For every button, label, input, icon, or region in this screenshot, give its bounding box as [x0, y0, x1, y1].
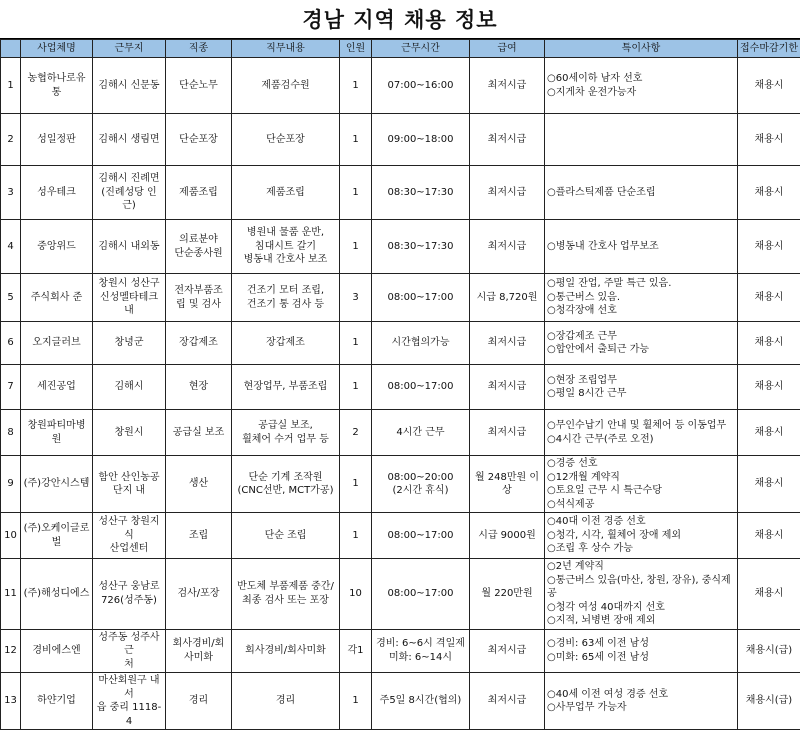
- cell-job: 검사/포장: [166, 559, 232, 630]
- cell-notes: ○병동내 간호사 업무보조: [545, 220, 738, 274]
- table-row: [1, 365, 800, 410]
- cell-job: 의료분야 단순종사원: [166, 220, 232, 274]
- cell-pay: 최저시급: [470, 166, 545, 220]
- header-company: 사업체명: [21, 40, 93, 58]
- cell-duty: 병원내 물품 운반, 침대시트 갈기 병동내 간호사 보조: [232, 220, 340, 274]
- cell-count: 1: [340, 58, 372, 114]
- cell-location: 함안 산인농공 단지 내: [93, 456, 166, 513]
- cell-pay: 월 220만원: [470, 559, 545, 630]
- header-pay: 급여: [470, 40, 545, 58]
- cell-count: 1: [340, 114, 372, 166]
- cell-notes: ○60세이하 남자 선호 ○지게차 운전가능자: [545, 58, 738, 114]
- table-row: [1, 559, 800, 630]
- cell-company: (주)강안시스템: [21, 456, 93, 513]
- cell-no: 9: [1, 456, 21, 513]
- cell-deadline: 채용시: [738, 166, 800, 220]
- cell-notes: ○경비: 63세 이전 남성 ○미화: 65세 이전 남성: [545, 629, 738, 673]
- cell-pay: 시급 9000원: [470, 513, 545, 559]
- cell-location: 김해시 내외동: [93, 220, 166, 274]
- cell-pay: 최저시급: [470, 410, 545, 456]
- cell-hours: 경비: 6~6시 격일제 미화: 6~14시: [372, 629, 470, 673]
- cell-no: 11: [1, 559, 21, 630]
- table-row: [1, 166, 800, 220]
- cell-pay: 최저시급: [470, 114, 545, 166]
- cell-pay: 최저시급: [470, 58, 545, 114]
- cell-notes: ○40대 이전 경증 선호 ○청각, 시각, 휠체어 장애 제외 ○조립 후 상수 가능: [545, 513, 738, 559]
- cell-job: 회사경비/회 사미화: [166, 629, 232, 673]
- cell-deadline: 채용시(급): [738, 673, 800, 730]
- cell-job: 제품조립: [166, 166, 232, 220]
- cell-no: 6: [1, 322, 21, 365]
- cell-no: 13: [1, 673, 21, 730]
- table-row: [1, 629, 800, 673]
- cell-count: 1: [340, 220, 372, 274]
- cell-company: 주식회사 준: [21, 274, 93, 322]
- table-row: [1, 114, 800, 166]
- cell-pay: 월 248만원 이상: [470, 456, 545, 513]
- cell-hours: 시간협의가능: [372, 322, 470, 365]
- cell-hours: 09:00~18:00: [372, 114, 470, 166]
- cell-company: (주)오케이글로 벌: [21, 513, 93, 559]
- cell-duty: 단순 조립: [232, 513, 340, 559]
- cell-location: 김해시 생림면: [93, 114, 166, 166]
- cell-company: 세진공업: [21, 365, 93, 410]
- header-count: 인원: [340, 40, 372, 58]
- cell-company: 오지글러브: [21, 322, 93, 365]
- cell-deadline: 채용시: [738, 220, 800, 274]
- cell-duty: 회사경비/회사미화: [232, 629, 340, 673]
- title-bar: [0, 0, 800, 39]
- cell-duty: 제품검수원: [232, 58, 340, 114]
- cell-location: 김해시: [93, 365, 166, 410]
- cell-no: 5: [1, 274, 21, 322]
- cell-hours: 08:30~17:30: [372, 166, 470, 220]
- cell-no: 3: [1, 166, 21, 220]
- table-row: [1, 220, 800, 274]
- cell-pay: 시급 8,720원: [470, 274, 545, 322]
- cell-pay: 최저시급: [470, 365, 545, 410]
- cell-notes: ○2년 계약직 ○통근버스 있음(마산, 창원, 장유), 중식제 공 ○청각 여성 40대까지 선호 ○지적, 뇌병변 장애 제외: [545, 559, 738, 630]
- cell-count: 3: [340, 274, 372, 322]
- cell-no: 8: [1, 410, 21, 456]
- cell-notes: ○평일 잔업, 주말 특근 있음. ○통근버스 있음. ○청각장애 선호: [545, 274, 738, 322]
- cell-company: 성일정판: [21, 114, 93, 166]
- cell-count: 10: [340, 559, 372, 630]
- cell-job: 경리: [166, 673, 232, 730]
- cell-hours: 08:00~17:00: [372, 274, 470, 322]
- cell-pay: 최저시급: [470, 220, 545, 274]
- cell-deadline: 채용시: [738, 456, 800, 513]
- cell-pay: 최저시급: [470, 322, 545, 365]
- page-title: 경남 지역 채용 정보: [302, 4, 497, 34]
- cell-notes: [545, 114, 738, 166]
- cell-location: 성산구 웅남로 726(성주동): [93, 559, 166, 630]
- cell-no: 7: [1, 365, 21, 410]
- header-job: 직종: [166, 40, 232, 58]
- cell-deadline: 채용시: [738, 410, 800, 456]
- cell-hours: 4시간 근무: [372, 410, 470, 456]
- cell-count: 1: [340, 513, 372, 559]
- cell-no: 10: [1, 513, 21, 559]
- cell-location: 마산회원구 내서 읍 중리 1118-4: [93, 673, 166, 730]
- cell-deadline: 채용시: [738, 58, 800, 114]
- cell-count: 1: [340, 322, 372, 365]
- table-row: [1, 58, 800, 114]
- cell-duty: 현장업무, 부품조립: [232, 365, 340, 410]
- header-deadline: 접수마감기한: [738, 40, 800, 58]
- cell-location: 창녕군: [93, 322, 166, 365]
- cell-job: 현장: [166, 365, 232, 410]
- cell-job: 전자부품조 립 및 검사: [166, 274, 232, 322]
- cell-deadline: 채용시: [738, 513, 800, 559]
- cell-notes: ○40세 이전 여성 경증 선호 ○사무업무 가능자: [545, 673, 738, 730]
- cell-pay: 최저시급: [470, 629, 545, 673]
- table-row: [1, 410, 800, 456]
- cell-deadline: 채용시: [738, 559, 800, 630]
- cell-hours: 08:00~17:00: [372, 559, 470, 630]
- cell-pay: 최저시급: [470, 673, 545, 730]
- table-row: [1, 513, 800, 559]
- cell-location: 김해시 신문동: [93, 58, 166, 114]
- header-duty: 직무내용: [232, 40, 340, 58]
- cell-no: 2: [1, 114, 21, 166]
- cell-job: 생산: [166, 456, 232, 513]
- cell-deadline: 채용시: [738, 114, 800, 166]
- header-hours: 근무시간: [372, 40, 470, 58]
- cell-hours: 주5일 8시간(협의): [372, 673, 470, 730]
- header-location: 근무지: [93, 40, 166, 58]
- cell-location: 창원시 성산구 신성멜타테크 내: [93, 274, 166, 322]
- cell-hours: 08:00~17:00: [372, 365, 470, 410]
- table-row: [1, 456, 800, 513]
- cell-duty: 단순포장: [232, 114, 340, 166]
- table-row: [1, 274, 800, 322]
- cell-no: 12: [1, 629, 21, 673]
- cell-notes: ○장갑제조 근무 ○합안에서 출퇴근 가능: [545, 322, 738, 365]
- cell-deadline: 채용시: [738, 322, 800, 365]
- table-row: [1, 673, 800, 730]
- cell-company: 농협하나로유통: [21, 58, 93, 114]
- cell-job: 단순포장: [166, 114, 232, 166]
- cell-notes: ○현장 조립업무 ○평일 8시간 근무: [545, 365, 738, 410]
- cell-company: 창원파티마병 원: [21, 410, 93, 456]
- cell-duty: 건조기 모터 조립, 건조기 통 검사 등: [232, 274, 340, 322]
- cell-count: 1: [340, 673, 372, 730]
- cell-count: 2: [340, 410, 372, 456]
- cell-no: 1: [1, 58, 21, 114]
- cell-duty: 단순 기계 조작원 (CNC선반, MCT가공): [232, 456, 340, 513]
- cell-hours: 07:00~16:00: [372, 58, 470, 114]
- cell-location: 성산구 창원지식 산업센터: [93, 513, 166, 559]
- cell-hours: 08:30~17:30: [372, 220, 470, 274]
- cell-notes: ○경증 선호 ○12개월 계약직 ○토요일 근무 시 특근수당 ○석식제공: [545, 456, 738, 513]
- cell-duty: 공급실 보조, 휠체어 수거 업무 등: [232, 410, 340, 456]
- header-notes: 특이사항: [545, 40, 738, 58]
- header-row: [1, 40, 800, 58]
- cell-hours: 08:00~17:00: [372, 513, 470, 559]
- cell-duty: 경리: [232, 673, 340, 730]
- cell-deadline: 채용시(급): [738, 629, 800, 673]
- cell-count: 1: [340, 365, 372, 410]
- cell-notes: ○무인수납기 안내 및 휠체어 등 이동업무 ○4시간 근무(주로 오전): [545, 410, 738, 456]
- cell-deadline: 채용시: [738, 365, 800, 410]
- cell-job: 공급실 보조: [166, 410, 232, 456]
- cell-notes: ○플라스틱제품 단순조립: [545, 166, 738, 220]
- cell-count: 1: [340, 456, 372, 513]
- header-no: [1, 40, 21, 58]
- cell-count: 각1: [340, 629, 372, 673]
- cell-duty: 장갑제조: [232, 322, 340, 365]
- cell-location: 성주동 성주사 근 처: [93, 629, 166, 673]
- cell-deadline: 채용시: [738, 274, 800, 322]
- job-table: [0, 39, 800, 730]
- cell-duty: 반도체 부품제품 중간/ 최종 검사 또는 포장: [232, 559, 340, 630]
- cell-company: 성우테크: [21, 166, 93, 220]
- cell-duty: 제품조립: [232, 166, 340, 220]
- cell-job: 장갑제조: [166, 322, 232, 365]
- cell-location: 창원시: [93, 410, 166, 456]
- cell-no: 4: [1, 220, 21, 274]
- cell-company: (주)해성디에스: [21, 559, 93, 630]
- cell-company: 경비에스엔: [21, 629, 93, 673]
- cell-location: 김해시 진례면 (진례성당 인근): [93, 166, 166, 220]
- cell-company: 하얀기업: [21, 673, 93, 730]
- table-row: [1, 322, 800, 365]
- cell-job: 단순노무: [166, 58, 232, 114]
- cell-job: 조립: [166, 513, 232, 559]
- cell-company: 중앙위드: [21, 220, 93, 274]
- cell-count: 1: [340, 166, 372, 220]
- cell-hours: 08:00~20:00 (2시간 휴식): [372, 456, 470, 513]
